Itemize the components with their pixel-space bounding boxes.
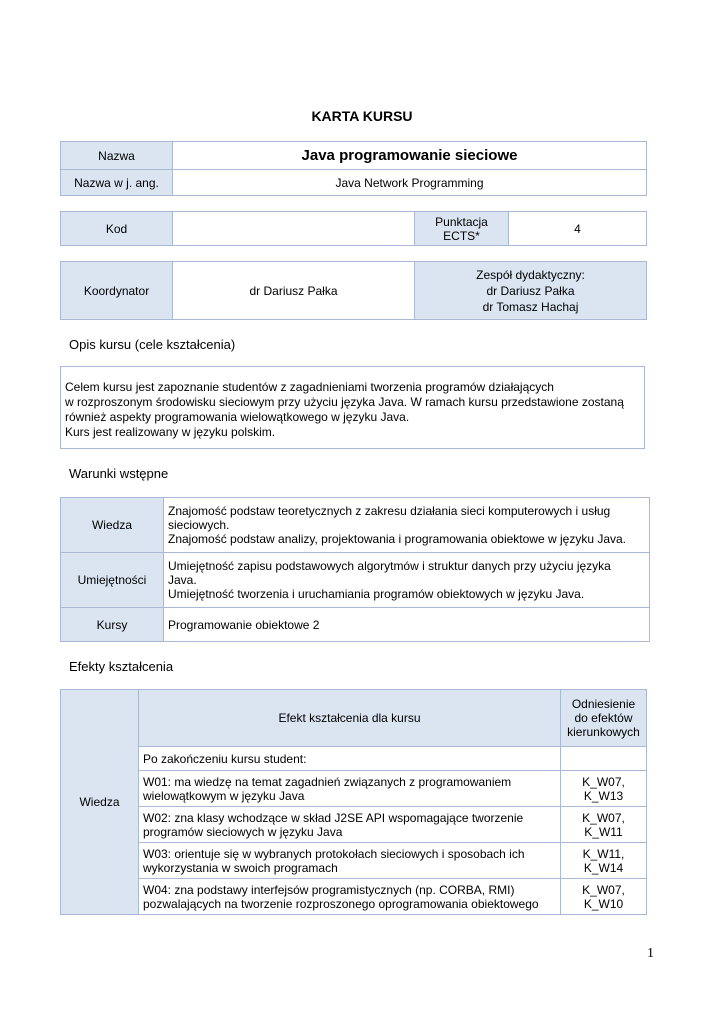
col-ref-line: kierunkowych [567, 725, 640, 739]
prereq-line: Znajomość podstaw teoretycznych z zakresu działania sieci komputerowych i usług [168, 504, 611, 518]
outcome-line: W02: zna klasy wchodzące w skład J2SE API wspomagające tworzenie [143, 810, 524, 825]
team-member: dr Dariusz Pałka [486, 283, 575, 298]
code-ects-table [60, 211, 647, 246]
ects-value: 4 [509, 212, 647, 246]
outcome-w02 [139, 807, 561, 843]
code-value [173, 212, 415, 246]
col-effect-header: Efekt kształcenia dla kursu [139, 690, 561, 747]
outcome-ref-line: K_W07, [582, 774, 625, 789]
outcome-ref [561, 843, 647, 879]
ects-label-line: ECTS* [443, 228, 480, 243]
outcome-line: wielowątkowym w języku Java [143, 788, 305, 803]
outcome-ref-line: K_W10 [583, 896, 624, 911]
outcome-line: W04: zna podstawy interfejsów programistycznych (np. CORBA, RMI) [143, 882, 515, 897]
course-name-en: Java Network Programming [173, 170, 647, 196]
outcome-ref [561, 879, 647, 915]
outcomes-heading: Efekty kształcenia [69, 659, 174, 674]
prereq-skills [164, 553, 650, 608]
page-title: KARTA KURSU [311, 108, 413, 124]
coordinator-table [60, 261, 647, 320]
team-cell [415, 262, 647, 320]
description-box [60, 366, 645, 449]
prereq-line: Java. [168, 573, 197, 587]
description-line: Celem kursu jest zapoznanie studentów z zagadnieniami tworzenia programów działających [65, 380, 554, 394]
course-name: Java programowanie sieciowe [173, 142, 647, 170]
prereq-label-knowledge: Wiedza [61, 498, 164, 553]
prerequisites-table [60, 497, 650, 642]
prereq-line: Umiejętność tworzenia i uruchamiania programów obiektowych w języku Java. [168, 587, 585, 601]
col-ref-line: Odniesienie [571, 697, 636, 711]
outcome-line: programów sieciowych w języku Java [143, 824, 343, 839]
prereq-label-courses: Kursy [61, 608, 164, 642]
coordinator-value: dr Dariusz Pałka [173, 262, 415, 320]
outcome-line: W01: ma wiedzę na temat zagadnień związanych z programowaniem [143, 774, 512, 789]
outcome-w03 [139, 843, 561, 879]
name-label: Nazwa [61, 142, 173, 170]
description-line: również aspekty programowania wielowątkowego w języku Java. [65, 410, 410, 424]
description-line: w rozproszonym środowisku sieciowym przy użyciu języka Java. W ramach kursu przedstawione zostaną [65, 395, 624, 409]
name-en-label: Nazwa w j. ang. [61, 170, 173, 196]
ects-label-line: Punktacja [435, 214, 488, 229]
outcome-ref [561, 807, 647, 843]
description-line: Kurs jest realizowany w języku polskim. [65, 425, 276, 439]
outcome-line: W03: orientuje się w wybranych protokołach sieciowych i sposobach ich [143, 846, 525, 861]
outcome-w01 [139, 771, 561, 807]
outcome-ref-line: K_W11, [582, 846, 625, 861]
prereq-line: Znajomość podstaw analizy, projektowania i programowania obiektowe w języku Java. [168, 532, 627, 546]
outcome-ref-line: K_W14 [583, 860, 624, 875]
page-number: 1 [647, 946, 654, 961]
outcome-ref-line: K_W07, [582, 810, 625, 825]
course-name-table [60, 141, 647, 196]
ects-label [415, 212, 509, 246]
code-label: Kod [61, 212, 173, 246]
prereq-line: sieciowych. [168, 518, 230, 532]
col-ref-header [561, 690, 647, 747]
coordinator-label: Koordynator [61, 262, 173, 320]
team-member: dr Tomasz Hachaj [482, 299, 579, 314]
prerequisites-heading: Warunki wstępne [69, 466, 169, 481]
outcome-ref-line: K_W11 [584, 824, 623, 839]
outcome-ref-line: K_W13 [583, 788, 624, 803]
team-label: Zespół dydaktyczny: [476, 267, 585, 282]
prereq-courses: Programowanie obiektowe 2 [164, 608, 650, 642]
outcome-w04 [139, 879, 561, 915]
prereq-label-skills: Umiejętności [61, 553, 164, 608]
outcomes-table [60, 689, 647, 915]
outcome-line: pozwalających na tworzenie rozproszonego oprogramowania obiektowego [143, 896, 539, 911]
outcome-ref-line: K_W07, [582, 882, 625, 897]
col-ref-line: do efektów [574, 711, 633, 725]
outcome-ref [561, 747, 647, 771]
prereq-line: Umiejętność zapisu podstawowych algorytmów i struktur danych przy użyciu języka [168, 559, 611, 573]
outcomes-row-label: Wiedza [61, 690, 139, 915]
outcome-line: wykorzystania w swoich programach [143, 860, 338, 875]
prereq-knowledge [164, 498, 650, 553]
description-heading: Opis kursu (cele kształcenia) [69, 337, 236, 352]
outcome-ref [561, 771, 647, 807]
outcomes-intro: Po zakończeniu kursu student: [139, 747, 561, 771]
